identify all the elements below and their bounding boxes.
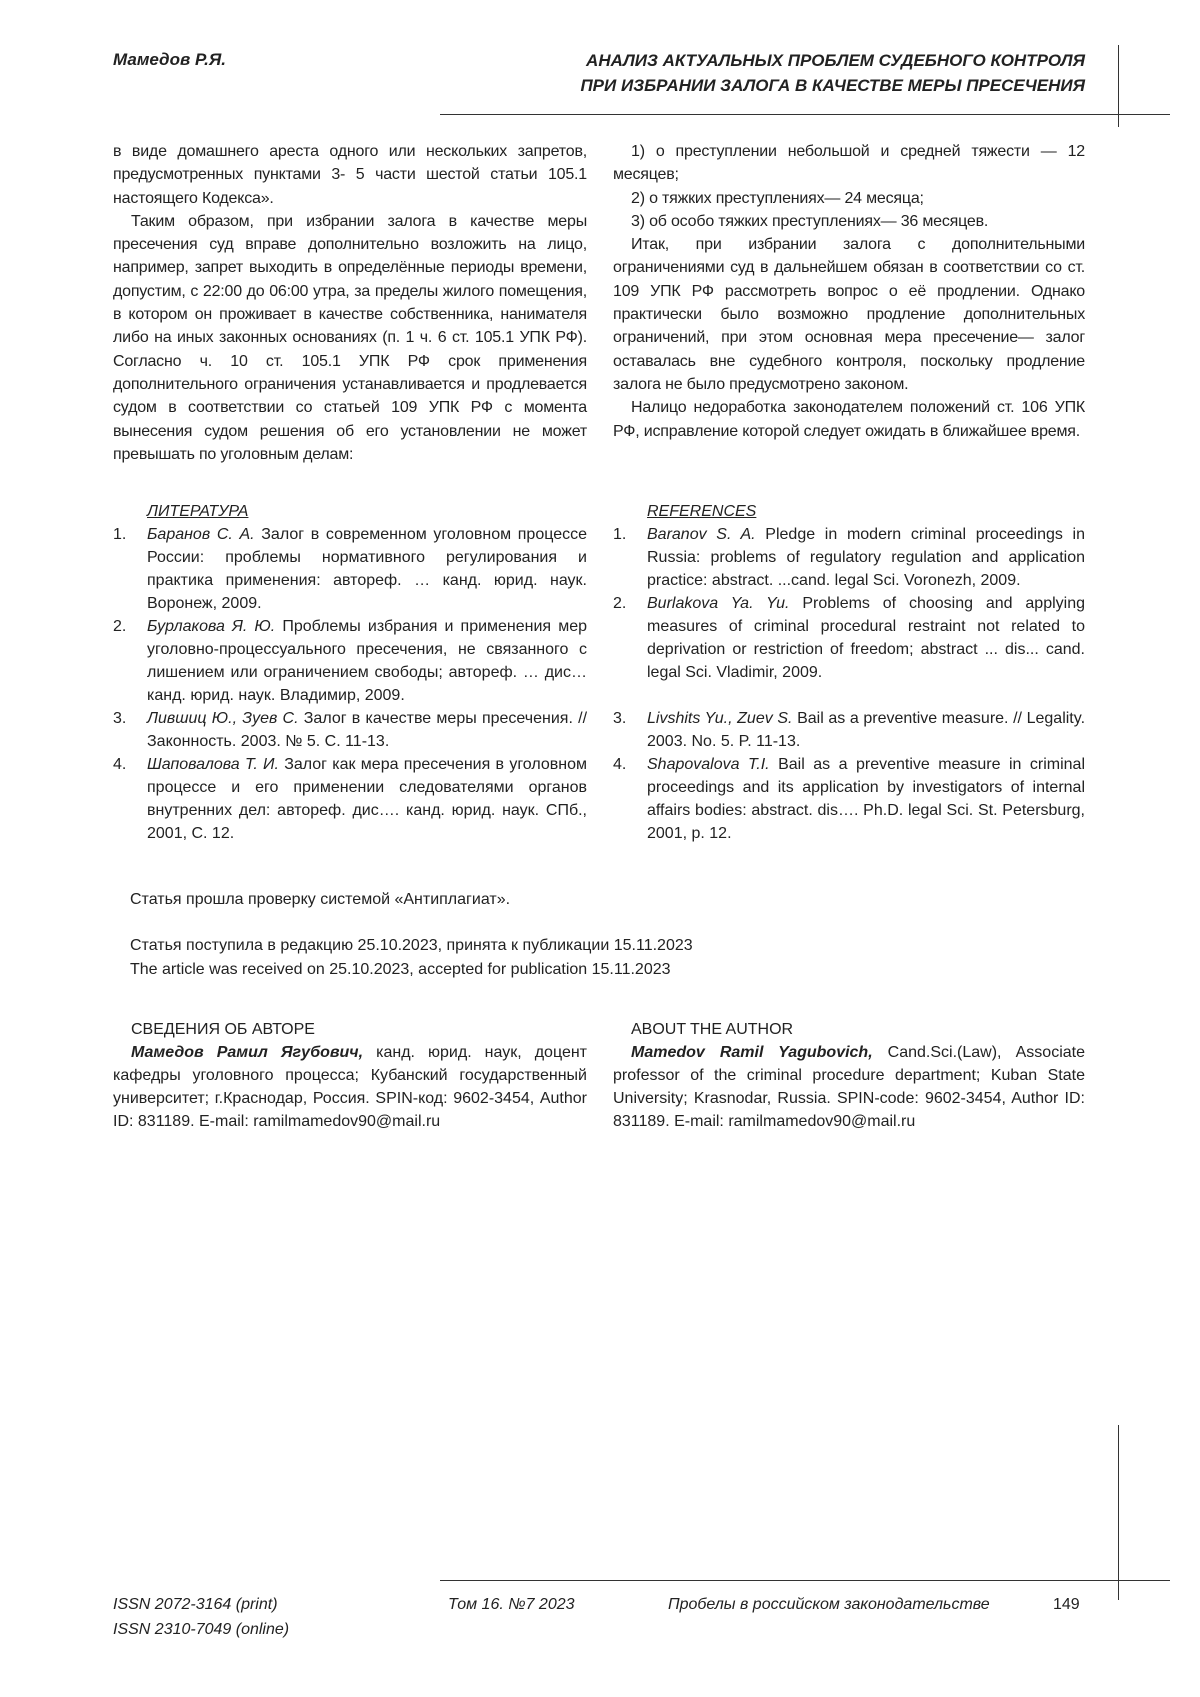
ref-author: Шаповалова Т. И. bbox=[147, 756, 279, 773]
header-horizontal-rule bbox=[440, 114, 1170, 115]
ref-text: Pledge in modern criminal proceedings in Russia: problems of regulatory regulation and application practice: abstract. ...cand. legal Sci. Voronezh, 2009. bbox=[647, 526, 1085, 589]
footer-horizontal-rule bbox=[440, 1580, 1170, 1581]
body-paragraph: 1) о преступлении небольшой и средней тяжести — 12 месяцев; bbox=[613, 140, 1085, 187]
item-number: 4. bbox=[613, 753, 647, 845]
body-paragraph: Налицо недоработка законодателем положений ст. 106 УПК РФ, исправление которой следует ожидать в ближайшее время. bbox=[613, 396, 1085, 443]
item-number: 2. bbox=[613, 592, 647, 684]
reference-item bbox=[613, 753, 1085, 845]
literature-item bbox=[113, 615, 587, 707]
received-note-ru: Статья поступила в редакцию 25.10.2023, принята к публикации 15.11.2023 bbox=[130, 934, 693, 958]
item-number: 4. bbox=[113, 753, 147, 845]
running-head-title-line: АНАЛИЗ АКТУАЛЬНЫХ ПРОБЛЕМ СУДЕБНОГО КОНТРОЛЯ bbox=[580, 48, 1085, 73]
ref-author: Burlakova Ya. Yu. bbox=[647, 595, 790, 612]
footer-vertical-rule bbox=[1118, 1425, 1119, 1600]
literature-item bbox=[113, 707, 587, 753]
author-name: Мамедов Рамил Ягубович, bbox=[131, 1044, 363, 1061]
ref-author: Shapovalova T.I. bbox=[647, 756, 770, 773]
ref-text: Залог в современном уголовном процессе России: проблемы нормативного регулирования и практика применения: автореф. … канд. юрид. наук. Воронеж, 2009. bbox=[147, 526, 587, 612]
running-head-title-line: ПРИ ИЗБРАНИИ ЗАЛОГА В КАЧЕСТВЕ МЕРЫ ПРЕСЕЧЕНИЯ bbox=[580, 73, 1085, 98]
about-author-ru-title: СВЕДЕНИЯ ОБ АВТОРЕ bbox=[113, 1018, 587, 1041]
author-name: Mamedov Ramil Yagubovich, bbox=[631, 1044, 873, 1061]
author-info: Cand.Sci.(Law), Associate professor of the criminal procedure department; Kuban State University; Krasnodar, Russia. SPIN-code: 9602-3454, Author ID: 831189. E-mail: ramilmamedov90@mail.ru bbox=[613, 1044, 1085, 1130]
item-number: 1. bbox=[113, 523, 147, 615]
issn-online: ISSN 2310-7049 (online) bbox=[113, 1617, 289, 1642]
ref-text: Bail as a preventive measure. // Legality. 2003. No. 5. P. 11-13. bbox=[647, 710, 1085, 750]
body-paragraph: в виде домашнего ареста одного или нескольких запретов, предусмотренных пунктами 3- 5 части шестой статьи 105.1 настоящего Кодекса». bbox=[113, 140, 587, 210]
references-list bbox=[613, 500, 1085, 845]
body-paragraph: Итак, при избрании залога с дополнительными ограничениями суд в дальнейшем обязан в соответствии со ст. 109 УПК РФ рассмотреть вопрос о её продлении. Однако практически было возможно продление дополнительных ограничений, при этом основная мера пресечение— залог оставалась вне судебного контроля, поскольку продление залога не было предусмотрено законом. bbox=[613, 233, 1085, 396]
ref-text: Problems of choosing and applying measures of criminal procedural restraint not related to deprivation or restriction of freedom; abstract ... dis... cand. legal Sci. Vladimir, 2009. bbox=[647, 595, 1085, 681]
ref-text: Залог в качестве меры пресечения. // Законность. 2003. № 5. С. 11-13. bbox=[147, 710, 587, 750]
ref-text: Проблемы избрания и применения мер уголовно-процессуального пресечения, не связанного с лишением или ограничением свободы; автореф. … дис… канд. юрид. наук. Владимир, 2009. bbox=[147, 618, 587, 704]
literature-item bbox=[113, 523, 587, 615]
item-number: 2. bbox=[113, 615, 147, 707]
reference-item bbox=[613, 707, 1085, 753]
ref-author: Baranov S. A. bbox=[647, 526, 756, 543]
body-right-column bbox=[613, 140, 1085, 443]
body-paragraph: 2) о тяжких преступлениях— 24 месяца; bbox=[613, 187, 1085, 210]
body-paragraph: Таким образом, при избрании залога в качестве меры пресечения суд вправе дополнительно возложить на лицо, например, запрет выходить в определённые периоды времени, допустим, с 22:00 до 06:00 утра, за пределы жилого помещения, в котором он проживает в качестве собственника, нанимателя либо на иных законных основаниях (п. 1 ч. 6 ст. 105.1 УПК РФ). Согласно ч. 10 ст. 105.1 УПК РФ срок применения дополнительного ограничения устанавливается и продлевается судом в соответствии со статьей 109 УПК РФ с момента вынесения судом решения об его установлении не может превышать по уголовным делам: bbox=[113, 210, 587, 466]
literature-item bbox=[113, 753, 587, 845]
ref-text: Залог как мера пресечения в уголовном процессе и его применении следователями органов внутренних дел: автореф. дис…. канд. юрид. наук. СПб., 2001, С. 12. bbox=[147, 756, 587, 842]
item-number: 3. bbox=[613, 707, 647, 753]
reference-item bbox=[613, 523, 1085, 592]
item-number: 3. bbox=[113, 707, 147, 753]
footer-issn bbox=[113, 1592, 289, 1642]
references-title: REFERENCES bbox=[647, 500, 1085, 523]
literature-title: ЛИТЕРАТУРА bbox=[147, 500, 587, 523]
footer-journal: Пробелы в российском законодательстве bbox=[668, 1592, 990, 1617]
ref-author: Лившиц Ю., Зуев С. bbox=[147, 710, 299, 727]
body-paragraph: 3) об особо тяжких преступлениях— 36 месяцев. bbox=[613, 210, 1085, 233]
antiplagiat-note: Статья прошла проверку системой «Антиплагиат». bbox=[130, 888, 510, 912]
body-left-column bbox=[113, 140, 587, 466]
running-head-title bbox=[580, 48, 1085, 98]
reference-item bbox=[613, 592, 1085, 684]
running-head-author: Мамедов Р.Я. bbox=[113, 50, 226, 70]
received-note-en: The article was received on 25.10.2023, accepted for publication 15.11.2023 bbox=[130, 958, 671, 982]
ref-text: Bail as a preventive measure in criminal proceedings and its application by investigators of internal affairs bodies: abstract. dis…. Ph.D. legal Sci. St. Petersburg, 2001, p. 12. bbox=[647, 756, 1085, 842]
about-author-en-title: ABOUT THE AUTHOR bbox=[613, 1018, 1085, 1041]
item-number: 1. bbox=[613, 523, 647, 592]
footer-volume: Том 16. №7 2023 bbox=[448, 1592, 575, 1617]
about-author-en bbox=[613, 1018, 1085, 1133]
issn-print: ISSN 2072-3164 (print) bbox=[113, 1592, 289, 1617]
literature-list bbox=[113, 500, 587, 845]
ref-author: Livshits Yu., Zuev S. bbox=[647, 710, 792, 727]
ref-author: Баранов С. А. bbox=[147, 526, 255, 543]
ref-author: Бурлакова Я. Ю. bbox=[147, 618, 275, 635]
about-author-ru bbox=[113, 1018, 587, 1133]
author-info: канд. юрид. наук, доцент кафедры уголовного процесса; Кубанский государственный университет; г.Краснодар, Россия. SPIN-код: 9602-3454, Author ID: 831189. E-mail: ramilmamedov90@mail.ru bbox=[113, 1044, 587, 1130]
page-number: 149 bbox=[1053, 1592, 1080, 1617]
